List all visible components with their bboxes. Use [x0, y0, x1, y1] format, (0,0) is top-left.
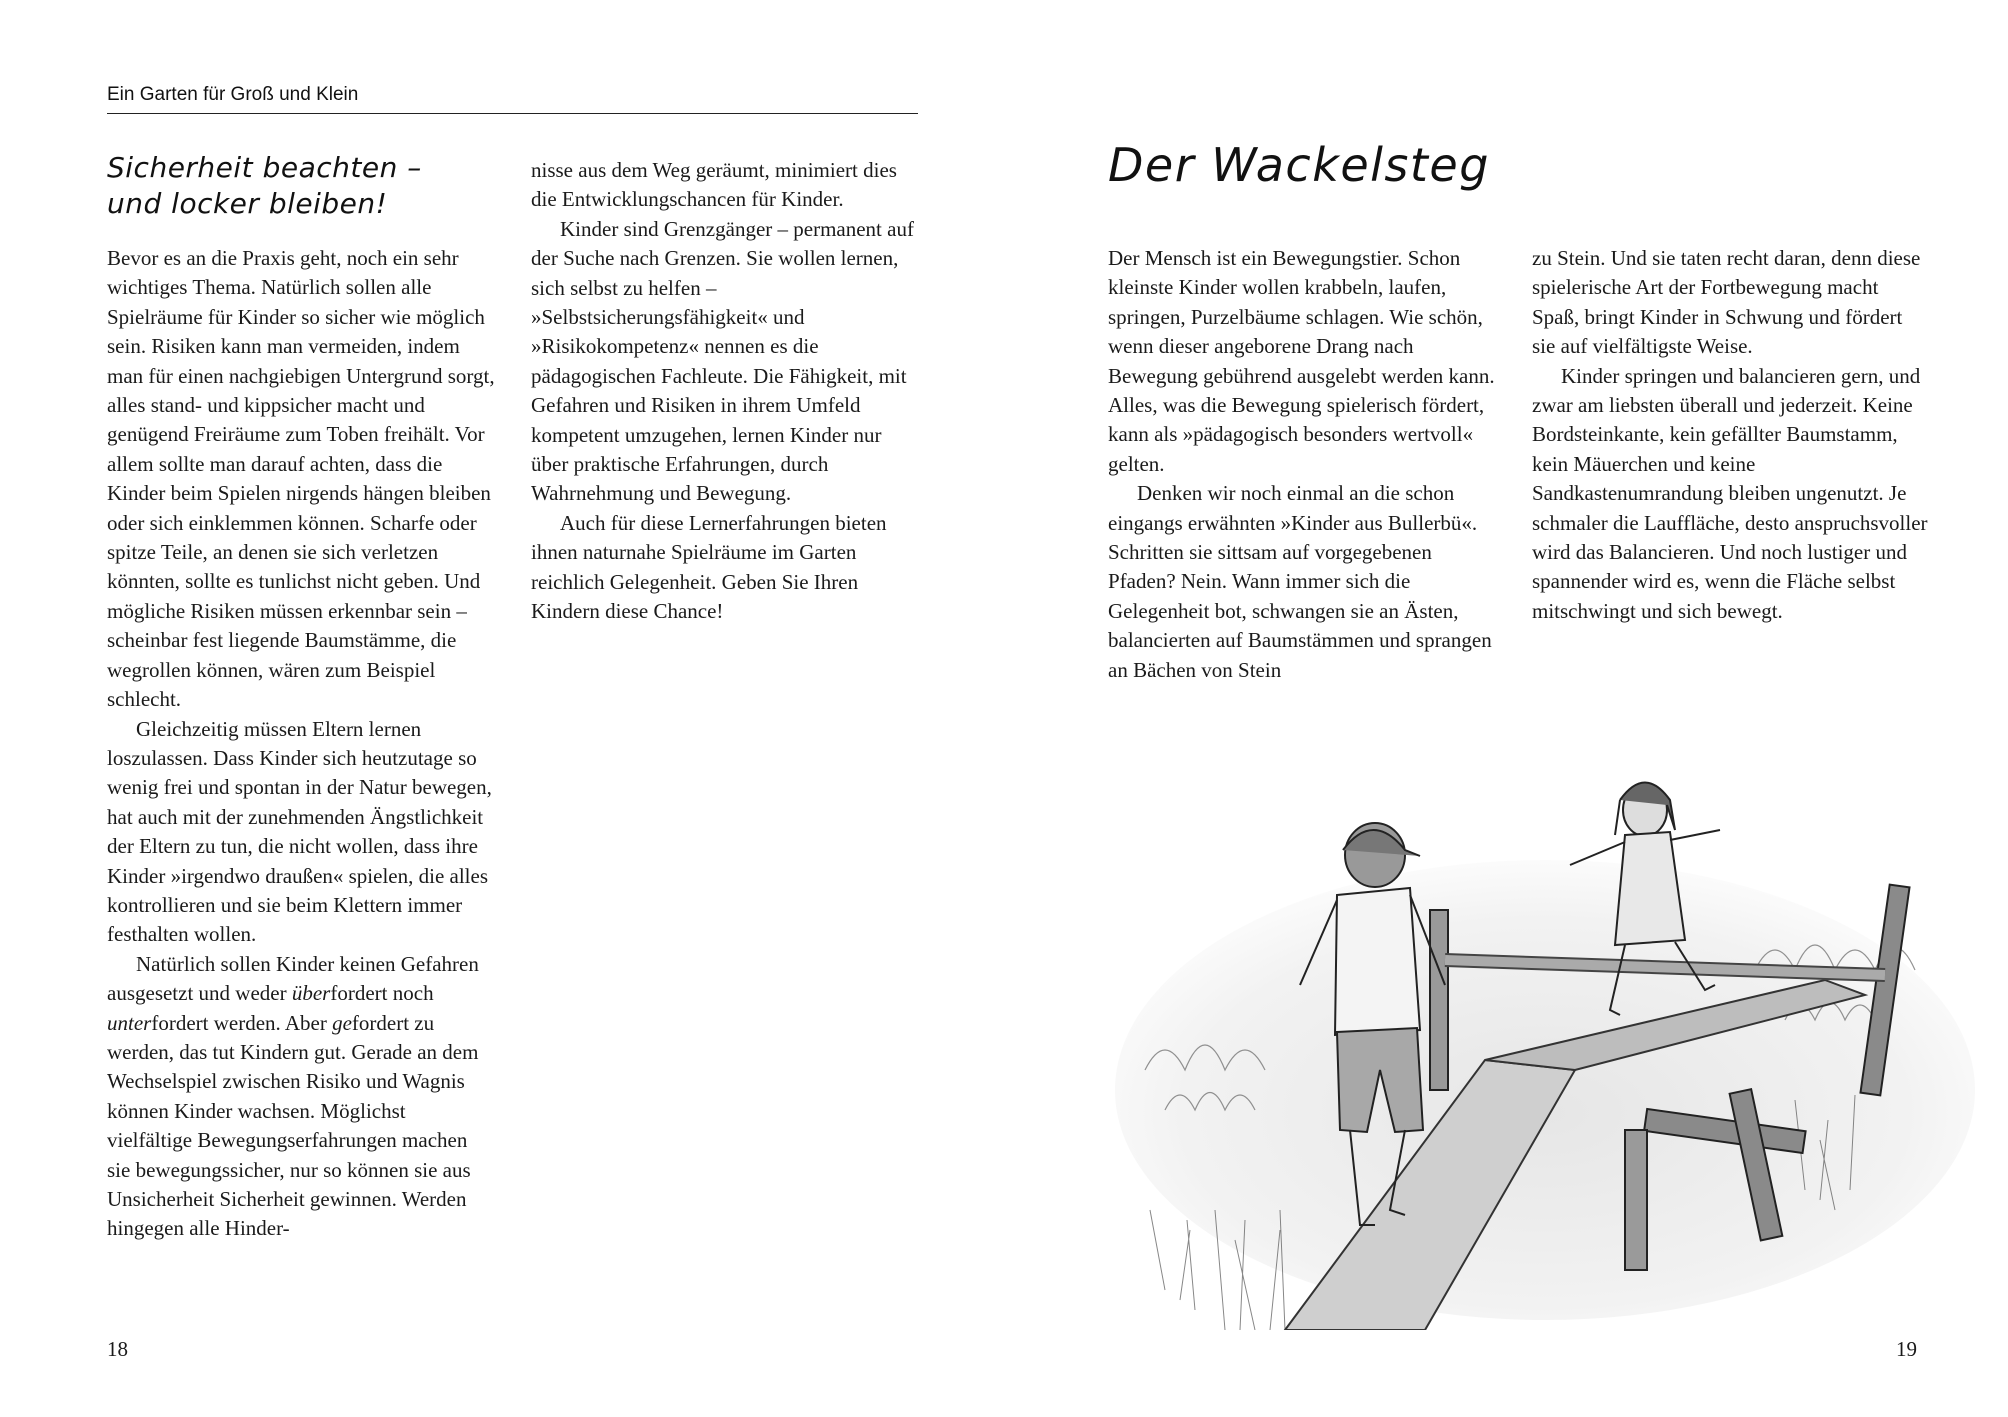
text-run: fordert werden. Aber: [151, 1010, 333, 1035]
text-run: fordert zu werden, das tut Kindern gut. Gerade an dem Wechselspiel zwischen Risiko und Wagnis können Kinder wachsen. Möglichst vielfältige Bewegungserfahrungen machen sie bewegungssicher, nur so können sie aus Unsicherheit Sicherheit gewinnen. Werden hingegen alle Hinder-: [107, 1010, 479, 1241]
right-page-column-1: [1108, 244, 1502, 685]
header-rule: [107, 113, 918, 114]
paragraph: [107, 950, 495, 1244]
right-page-column-2: [1532, 244, 1928, 626]
paragraph: Kinder sind Grenzgänger – permanent auf der Suche nach Grenzen. Sie wollen lernen, sich selbst zu helfen – »Selbstsicherungsfähigkeit« und »Risikokompetenz« nennen es die pädagogischen Fachleute. Die Fähigkeit, mit Gefahren und Risiken in ihrem Umfeld kompetent umzugehen, lernen Kinder nur über praktische Erfahrungen, durch Wahrnehmung und Bewegung.: [531, 216, 914, 506]
paragraph: Gleichzeitig müssen Eltern lernen loszulassen. Dass Kinder sich heutzutage so wenig frei und spontan in der Natur bewegen, hat auch mit der zunehmenden Ängstlichkeit der Eltern zu tun, die nicht wollen, dass ihre Kinder »irgendwo draußen« spielen, die alles kontrollieren und sie beim Klettern immer festhalten wollen.: [107, 716, 492, 947]
text-run: fordert noch: [330, 981, 434, 1006]
wobbly-bridge-illustration: [1105, 770, 1980, 1330]
paragraph: Kinder springen und balancieren gern, und zwar am liebsten überall und jederzeit. Keine Bordsteinkante, kein gefällter Baumstamm, kein Mäuerchen und keine Sandkastenumrandung bleiben ungenutzt. Je schmaler die Lauffläche, desto anspruchsvoller wird das Balancieren. Und noch lustiger und spannender wird es, wenn die Fläche selbst mitschwingt und sich bewegt.: [1532, 363, 1928, 623]
emphasis: ge: [332, 1010, 352, 1035]
page-number-left: 18: [107, 1337, 128, 1361]
left-page-column-1: [107, 244, 495, 1244]
emphasis: über: [291, 981, 331, 1006]
emphasis: unter: [107, 1010, 152, 1035]
text-run: Natürlich sollen Kinder keinen Gefahren ausgesetzt und weder: [107, 951, 479, 1006]
subheading-line-2: und locker bleiben!: [107, 187, 388, 220]
paragraph: Auch für diese Lernerfahrungen bieten ihnen naturnahe Spielräume im Garten reichlich Gelegenheit. Geben Sie Ihren Kindern diese Chance!: [531, 510, 887, 624]
subheading-line-1: Sicherheit beachten –: [107, 151, 422, 184]
section-subheading: [107, 150, 507, 222]
paragraph: Bevor es an die Praxis geht, noch ein sehr wichtiges Thema. Natürlich sollen alle Spielräume für Kinder so sicher wie möglich sein. Risiken kann man vermeiden, indem man für einen nachgiebigen Untergrund sorgt, alles stand- und kippsicher macht und genügend Freiräume zum Toben freihält. Vor allem sollte man darauf achten, dass die Kinder beim Spielen nirgends hängen bleiben oder sich einklemmen können. Scharfe oder spitze Teile, an denen sie sich verletzen könnten, sollte es tunlichst nicht geben. Und mögliche Risiken müssen erkennbar sein – scheinbar fest liegende Baumstämme, die wegrollen können, wären zum Beispiel schlecht.: [107, 246, 495, 712]
chapter-heading: Der Wackelsteg: [1108, 138, 1490, 192]
paragraph: nisse aus dem Weg geräumt, minimiert dies die Entwicklungschancen für Kinder.: [531, 158, 897, 212]
left-page-column-2: [531, 156, 921, 627]
paragraph: Der Mensch ist ein Bewegungstier. Schon kleinste Kinder wollen krabbeln, laufen, springen, Purzelbäume schlagen. Wie schön, wenn dieser angeborene Drang nach Bewegung gebührend ausgelebt werden kann. Alles, was die Bewegung spielerisch fördert, kann als »pädagogisch besonders wertvoll« gelten.: [1108, 246, 1495, 476]
paragraph: Denken wir noch einmal an die schon eingangs erwähnten »Kinder aus Bullerbü«. Schritten sie sittsam auf vorgegebenen Pfaden? Nein. Wann immer sich die Gelegenheit bot, schwangen sie an Ästen, balancierten auf Baumstämmen und sprangen an Bächen von Stein: [1108, 481, 1492, 682]
paragraph: zu Stein. Und sie taten recht daran, denn diese spielerische Art der Fortbewegung macht Spaß, bringt Kinder in Schwung und fördert sie auf vielfältigste Weise.: [1532, 246, 1921, 359]
running-header: Ein Garten für Groß und Klein: [107, 84, 359, 105]
page-number-right: 19: [1896, 1337, 1917, 1361]
